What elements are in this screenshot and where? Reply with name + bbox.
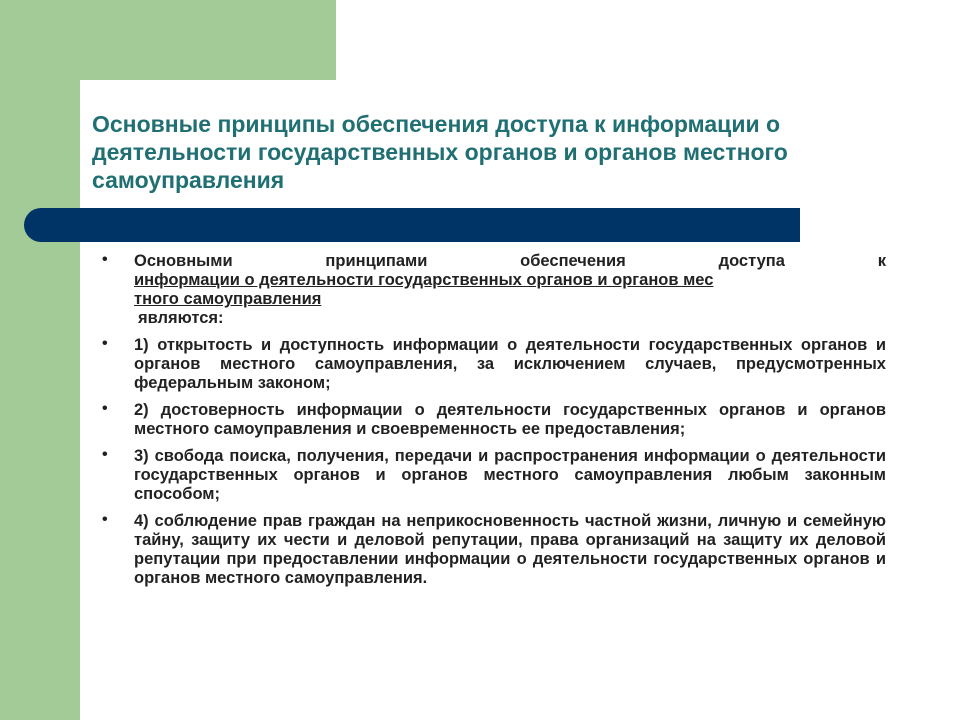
intro-link-line2[interactable]: тного самоуправления	[134, 290, 322, 308]
bullet-list	[100, 252, 886, 596]
title-underline-bar	[24, 208, 800, 242]
list-item	[100, 512, 886, 588]
bullet-icon: •	[102, 446, 108, 463]
list-item-text: 1) открытость и доступность информации о деятельности государственных органов и органов местного самоуправления, за исключением случаев, предусмотренных федеральным законом;	[134, 336, 886, 392]
bullet-icon: •	[102, 511, 108, 528]
list-item-text: 2) достоверность информации о деятельности государственных органов и органов местного самоуправления и своевременность ее предоставления;	[134, 401, 886, 438]
decor-green-left	[0, 0, 80, 720]
list-item-text: 3) свобода поиска, получения, передачи и распространения информации о деятельности государственных органов и органов местного самоуправления любым законным способом;	[134, 447, 886, 503]
intro-link-line1[interactable]: информации о деятельности государственных органов и органов мес	[134, 271, 714, 289]
intro-lead: Основными принципами обеспечения доступа к	[134, 252, 886, 270]
list-item	[100, 447, 886, 504]
bullet-icon: •	[102, 400, 108, 417]
list-item-text: 4) соблюдение прав граждан на неприкосновенность частной жизни, личную и семейную тайну, защиту их чести и деловой репутации, права организаций на защиту их деловой репутации при предоставлении информации о деятельности государственных органов и органов местного самоуправления.	[134, 512, 886, 587]
bullet-icon: •	[102, 251, 108, 268]
list-item	[100, 401, 886, 439]
intro-text	[134, 252, 886, 328]
list-item-intro	[100, 252, 886, 328]
bullet-icon: •	[102, 335, 108, 352]
slide-title: Основные принципы обеспечения доступа к информации о деятельности государственных органов и органов местного самоуправления	[92, 111, 788, 193]
list-item	[100, 336, 886, 393]
intro-tail: являются:	[138, 309, 224, 327]
